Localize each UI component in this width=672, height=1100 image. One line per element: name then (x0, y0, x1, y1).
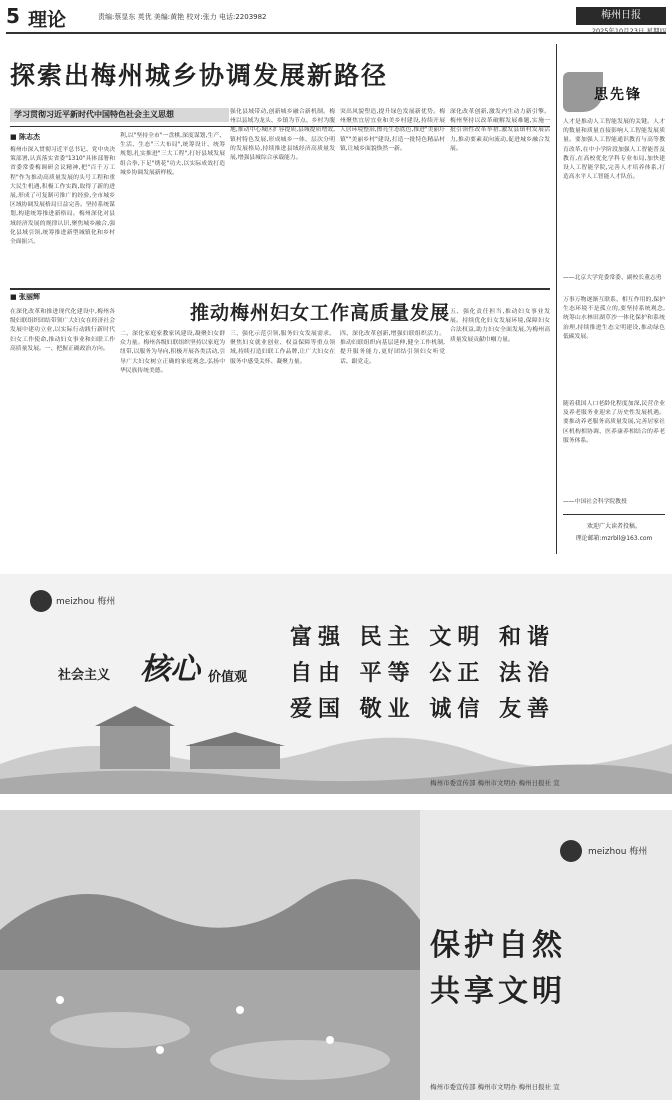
article2-byline: ■ 张丽辉 (10, 293, 41, 301)
article1-col5: 深化改革创新,激发内生动力新引擎。梅州坚持以改革破解发展难题,实施一批引领性改革举措,激发县镇村发展活力,推动要素双向流动,促进城乡融合发展。 (450, 109, 550, 152)
article1-col4: 突出风貌塑造,提升绿色发展新优势。梅州聚焦宜居宜业和美乡村建设,持续开展人居环境整治,擦亮生态底色,推进"美丽圩镇""美丽乡村"建设,打造一批特色精品村镇,让城乡面貌焕然一新。 (340, 109, 445, 152)
ad2-line2: 共享文明 (430, 974, 566, 1009)
protect-nature-ad (0, 810, 672, 1100)
xianfeng-title: 思先锋 (594, 87, 642, 103)
section-title: 理论 (28, 9, 67, 31)
newspaper-logo: 梅州日报 (576, 7, 666, 25)
page-header (6, 4, 666, 34)
contribution-email[interactable]: 理论邮箱:mzrbll@163.com (575, 535, 653, 542)
wetland-photo (0, 810, 420, 1100)
article1-subtitle: 学习贯彻习近平新时代中国特色社会主义思想 (10, 108, 229, 122)
article1-col1: 梅州市深入贯彻习近平总书记、党中央决策部署,认真落实省委"1310"具体部署和省委常委梅调研会议精神,把"百千万工程"作为推动高质量发展的头号工程和重大民生机遇,积极工作实践,取得了新的进展,形成了可复制可推广的经验,全市城乡区域协调发展格局日益完善。坚持系统谋划,构建统筹推进新格局。梅州深化对县域经济发展的规律认识,聚焦城乡融合,强化县域引领,统筹推进新型城镇化和乡村全面振兴。 (10, 147, 115, 246)
slogan-left: 社会主义 (58, 668, 111, 683)
meizhou-emblem-icon (30, 590, 52, 612)
article2-headline: 推动梅州妇女工作高质量发展 (189, 302, 450, 324)
ad2-brand: meizhou 梅州 (588, 847, 648, 857)
article1-col3: 强化县域带动,创新城乡融合新机制。梅州以县域为龙头、乡镇为节点、乡村为腹地,推动中心城区扩容提质,县城提质增效,镇村特色发展,形成城乡一体、层次分明的发展格局,持续推进县域经济高质量发展,增强县城综合承载能力。 (230, 109, 335, 162)
article2-col3: 三、强化示范引领,服务妇女发展需求。聚焦妇女就业创业、权益保障等重点领域,持续打造妇联工作品牌,让广大妇女在服务中感受关怀、凝聚力量。 (230, 331, 335, 365)
values-row-2: 自由 平等 公正 法治 (290, 660, 555, 686)
values-row-3: 爱国 敬业 诚信 友善 (290, 696, 555, 722)
core-values-ad (0, 574, 672, 794)
article1-col2: 利,以"坚持全市"一盘棋,深度谋划,生产、生活、生态"三大布局",统筹设计、统筹规划,扎实推进"三大工程",打好县域发展组合拳,下足"绣花"功夫,以实际成效打造城乡协调发展新样板。 (120, 133, 225, 176)
page-number: 5 (6, 4, 20, 28)
ad1-footer: 梅州市委宣传部 梅州市文明办 梅州日报社 宣 (430, 779, 560, 787)
ad2-footer: 梅州市委宣传部 梅州市文明办 梅州日报社 宣 (430, 1083, 560, 1091)
xianfeng-author3: ——中国社会科学院教授 (563, 499, 627, 505)
xianfeng-col3: 随着我国人口老龄化程度加深,民营企业及养老服务业迎来了历史性发展机遇。要推动养老服务高质量发展,完善居家社区机构相协调、医养康养相结合的养老服务体系。 (563, 401, 665, 444)
ad1-brand: meizhou 梅州 (56, 597, 116, 607)
article2-col1: 在深化改革和推进现代化建设中,梅州各级妇联组织团结带领广大妇女在经济社会发展中建功立业,以实际行动践行新时代妇女工作使命,推动妇女事业和妇联工作高质量发展。一、把握正确政治方向。 (10, 309, 115, 352)
article1-byline: ■ 陈志杰 (10, 133, 41, 141)
column-divider (556, 44, 557, 554)
xianfeng-author: ——北京大学党委常委、副校长董志勇 (563, 275, 662, 281)
contribution-intro: 欢迎广大读者投稿。 (586, 523, 641, 530)
editor-credits: 责编:蔡显东 英优 美编:黄艳 校对:张力 电话:2203982 (98, 13, 267, 21)
main-headline: 探索出梅州城乡协调发展新路径 (10, 61, 389, 90)
article2-col5: 五、强化责任担当,推动妇女事业发展。持续优化妇女发展环境,保障妇女合法权益,助力妇女全面发展,为梅州高质量发展贡献巾帼力量。 (450, 309, 550, 343)
ad2-line1: 保护自然 (430, 928, 566, 963)
contribution-box (563, 514, 665, 551)
slogan-core: 核心 (140, 652, 200, 687)
meizhou-emblem-icon (560, 840, 582, 862)
xianfeng-col2: 万事万物逐渐互联系、相互作用的,保护生态环境不是孤立的,要坚持系统观念,统筹山水林田湖草沙一体化保护和系统治理,持续推进生态文明建设,推动绿色低碳发展。 (563, 297, 665, 340)
article2-col2: 二、深化家庭家教家风建设,凝聚妇女群众力量。梅州各级妇联组织坚持以家庭为纽带,以服务为导向,积极开展各类活动,引导广大妇女树立正确的家庭观念,弘扬中华民族传统美德。 (120, 331, 225, 374)
divider (10, 288, 550, 290)
values-row-1: 富强 民主 文明 和谐 (290, 624, 555, 650)
issue-date: 2025年10月23日 星期四 (591, 27, 666, 35)
article2-col4: 四、深化改革创新,增强妇联组织活力。推动妇联组织向基层延伸,健全工作机制,提升服务能力,更好团结引领妇女听党话、跟党走。 (340, 331, 445, 365)
slogan-right: 价值观 (208, 670, 248, 685)
xianfeng-body: 人才是推动人工智能发展的关键。人才的数量和质量直接影响人工智能发展质量。要加强人工智能通识教育与高等教育改革,在中小学阶段加强人工智能普及教育,在高校优化学科专业布局,加快建设人工智能学院,完善人才培养体系,打造高水平人工智能人才队伍。 (563, 119, 665, 181)
